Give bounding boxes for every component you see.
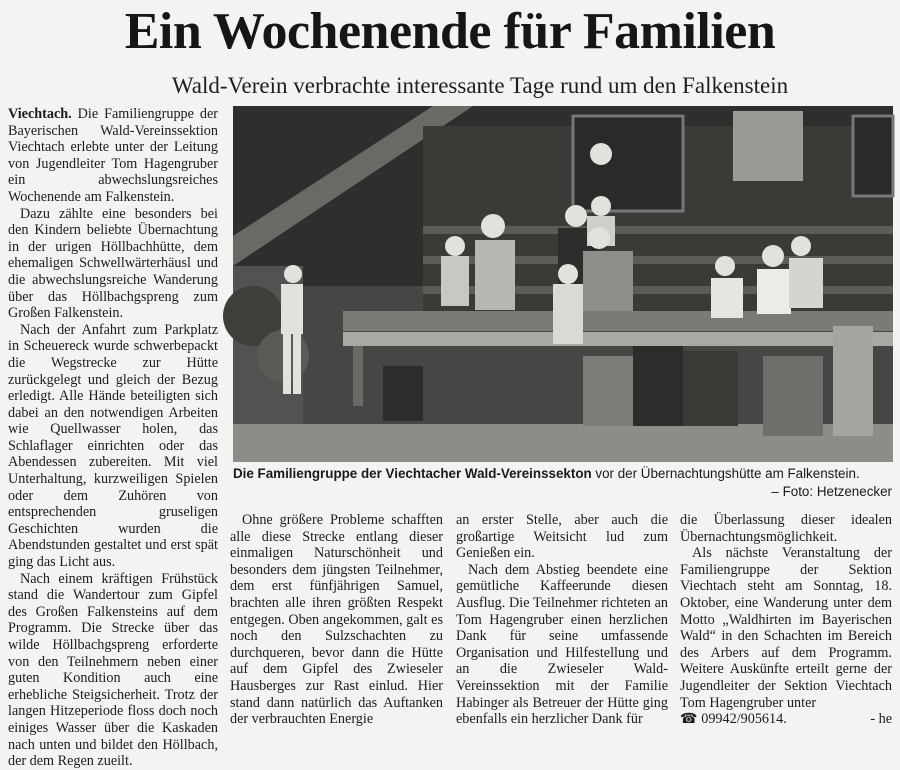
paragraph: Nach einem kräftigen Frühstück stand die Wandertour zum Gipfel des Großen Falkensteins auf dem Programm. Die Strecke über das wilde Höllbachgspreng erforderte von den Teilnehmern neben einer guten Kondition auch eine erhebliche Steigsicherheit. Trotz der langen Hitzeperiode floss doch noch einiges Wasser über die Kaskaden nach unten und bildet den Höllbach, der dem Regen zueilt. [8, 570, 218, 770]
photo-illustration [233, 106, 893, 462]
group-photo [233, 106, 893, 462]
article-column-4 [680, 512, 892, 728]
paragraph: die Überlassung dieser idealen Übernachtungsmöglichkeit. [680, 512, 892, 545]
article-column-2 [230, 512, 443, 728]
photo-caption [233, 465, 893, 482]
paragraph: Dazu zählte eine besonders bei den Kindern beliebte Übernachtung in der urigen Höllbachhütte, dem ehemaligen Schwellwärterhäusl und die abwechslungsreiche Wanderung über das Höllbachgspreng zum Großen Falkenstein. [8, 205, 218, 322]
article-column-3 [456, 512, 668, 728]
phone-number: ☎ 09942/905614. [680, 711, 787, 728]
article-column-1 [8, 106, 218, 770]
paragraph: Nach der Anfahrt zum Parkplatz in Scheuereck wurde schwerbepackt die Wegstrecke zur Hütte zurückgelegt und gleich der Bezug erledigt. Alle Hände beteiligten sich dabei an den notwendigen Arbeiten wie Quellwasser holen, das Schlaflager einrichten oder das Abendessen zubereiten. Mit viel Unterhaltung, kurzweiligen Spielen oder dem Zuhören von entsprechenden gruseligen Geschichten wurden die Abendstunden gestaltet und erst spät ging das Licht aus. [8, 321, 218, 571]
article-subheadline: Wald-Verein verbrachte interessante Tage rund um den Falkenstein [171, 73, 789, 98]
paragraph: Ohne größere Probleme schafften alle diese Strecke entlang dieser einmaligen Naturschönheit und besonders dem jüngsten Teilnehmer, dem erst fünfjährigen Samuel, brachten alle ihren größten Respekt entgegen. Oben angekommen, galt es noch den Sulzschachten zu durchqueren, bevor dann die Hütte auf dem Gipfel des Zwieseler Hausberges zur Rast einlud. Hier stand dann natürlich das Auftanken der verbrauchten Energie [230, 512, 443, 728]
paragraph: Nach dem Abstieg beendete eine gemütliche Kaffeerunde diesen Ausflug. Die Teilnehmer richteten an Tom Hagengruber einen herzlichen Dank für seine umfassende Organisation und Hilfestellung und an die Zwieseler Wald-Vereinssektion mit der Familie Habinger als Betreuer der Hütte ging ebenfalls ein herzlicher Dank für [456, 561, 668, 728]
paragraph: an erster Stelle, aber auch die großartige Weitsicht lud zum Genießen ein. [456, 512, 668, 562]
dateline: Viechtach. [8, 106, 72, 122]
article-headline: Ein Wochenende für Familien [124, 3, 776, 60]
caption-bold: Die Familiengruppe der Viechtacher Wald-Vereinssekton [233, 466, 592, 481]
paragraph: Die Familiengruppe der Bayerischen Wald-Vereinssektion Viechtach erlebte unter der Leitung von Jugendleiter Tom Hagengruber ein abwechslungsreiches Wochenende am Falkenstein. [8, 106, 218, 205]
paragraph: Als nächste Veranstaltung der Familiengruppe der Sektion Viechtach steht am Sonntag, 18. Oktober, eine Wanderung unter dem Motto „Waldhirten im Bayerischen Wald“ in den Schachten im Bereich des Arbers auf dem Programm. Weitere Auskünfte erteilt gerne der Jugendleiter der Sektion Viechtach Tom Hagengruber unter [680, 545, 892, 711]
author-sign: - he [870, 711, 892, 728]
caption-text: vor der Übernachtungshütte am Falkenstein. [591, 466, 860, 481]
photo-credit: – Foto: Hetzenecker [771, 484, 892, 499]
